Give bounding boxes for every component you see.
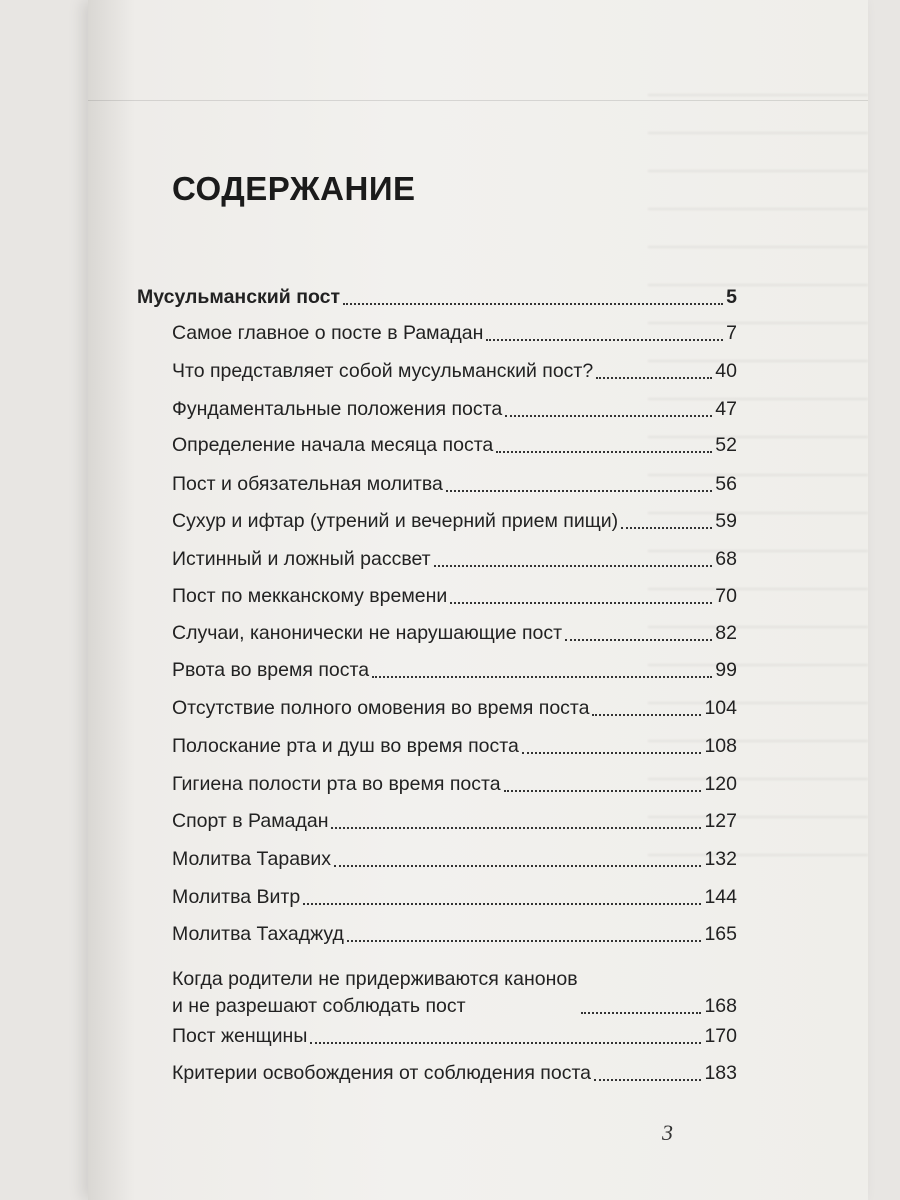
toc-entry-page: 132 [704,848,737,870]
dot-leader [594,1079,701,1081]
toc-title: СОДЕРЖАНИЕ [172,170,416,207]
toc-entry-label: Пост по мекканскому времени [172,585,448,607]
toc-entry-page: 120 [704,773,737,795]
toc-entry-label: Спорт в Рамадан [172,810,329,832]
dot-leader [565,639,712,641]
dot-leader [621,527,712,529]
toc-entry [172,620,737,647]
dot-leader [596,377,712,379]
toc-entry-label: Что представляет собой мусульманский пост? [172,360,594,382]
toc-entry [172,1060,737,1087]
dot-leader [347,940,702,942]
dot-leader [496,451,712,453]
toc-entry [172,846,737,873]
toc-entry [172,508,737,535]
toc-entry-page: 52 [715,434,737,456]
toc-entry-page: 170 [704,1025,737,1047]
dot-leader [581,1012,702,1014]
toc-entry [172,320,737,347]
toc-entry-label [172,966,578,1020]
toc-entry-two-line [172,960,737,1020]
toc-entry [172,921,737,948]
toc-entry-label: Критерии освобождения от соблюдения поста [172,1062,592,1084]
toc-entry-page: 56 [715,473,737,495]
toc-entry [172,432,737,459]
toc-entry [172,471,737,498]
toc-entry-label: Отсутствие полного омовения во время поста [172,697,590,719]
toc-entry [172,1023,737,1050]
toc-entry-page: 5 [726,286,737,308]
toc-entry-page: 168 [704,995,737,1017]
toc-entry-page: 127 [704,810,737,832]
toc-entry-label: Пост и обязательная молитва [172,473,443,495]
toc-entry [172,583,737,610]
toc-entry-page: 7 [726,322,737,344]
toc-entry [172,771,737,798]
toc-entry-page: 99 [715,659,737,681]
toc-entry-label: Истинный и ложный рассвет [172,548,431,570]
dot-leader [434,565,713,567]
toc-entry-page: 59 [715,510,737,532]
toc-entry-label: Пост женщины [172,1025,308,1047]
toc-entry-label: Молитва Таравих [172,848,332,870]
show-through-rule [88,100,868,101]
toc-entry-label-line1: Когда родители не придерживаются канонов [172,968,578,990]
toc-entry [172,884,737,911]
toc-entry-main [137,284,737,311]
toc-entry-label: Молитва Тахаджуд [172,923,344,945]
toc-entry-page: 108 [704,735,737,757]
dot-leader [450,602,712,604]
toc-entry-page: 144 [704,886,737,908]
dot-leader [310,1042,701,1044]
dot-leader [303,903,701,905]
toc-entry-label: Рвота во время поста [172,659,370,681]
toc-entry-page: 68 [715,548,737,570]
page-number: 3 [662,1120,673,1145]
dot-leader [505,415,712,417]
toc-entry-label: Сухур и ифтар (утрений и вечерний прием пищи) [172,510,619,532]
toc-entry-page: 70 [715,585,737,607]
toc-entry-label: Определение начала месяца поста [172,434,494,456]
toc-entry-label: Молитва Витр [172,886,301,908]
toc-entry-label: Мусульманский пост [137,286,341,308]
toc-entry [172,546,737,573]
toc-entry-label: Самое главное о посте в Рамадан [172,322,484,344]
dot-leader [343,303,723,305]
toc-entry-page: 165 [704,923,737,945]
dot-leader [334,865,701,867]
toc-entry [172,396,737,423]
toc-entry-page: 82 [715,622,737,644]
toc-entry [172,695,737,722]
dot-leader [372,676,712,678]
toc-entry-page: 183 [704,1062,737,1084]
toc-entry [172,808,737,835]
toc-entry-label: Фундаментальные положения поста [172,398,503,420]
toc-entry-label: Гигиена полости рта во время поста [172,773,501,795]
toc-entry-page: 104 [704,697,737,719]
toc-entry-label-line2: и не разрешают соблюдать пост [172,995,466,1017]
dot-leader [331,827,701,829]
toc-entry [172,358,737,385]
toc-entry-label: Полоскание рта и душ во время поста [172,735,519,757]
toc-entry [172,733,737,760]
dot-leader [486,339,723,341]
toc-entry [172,657,737,684]
dot-leader [504,790,702,792]
dot-leader [592,714,701,716]
dot-leader [522,752,702,754]
dot-leader [446,490,712,492]
toc-entry-page: 47 [715,398,737,420]
toc-entry-label: Случаи, канонически не нарушающие пост [172,622,563,644]
toc-entry-page: 40 [715,360,737,382]
